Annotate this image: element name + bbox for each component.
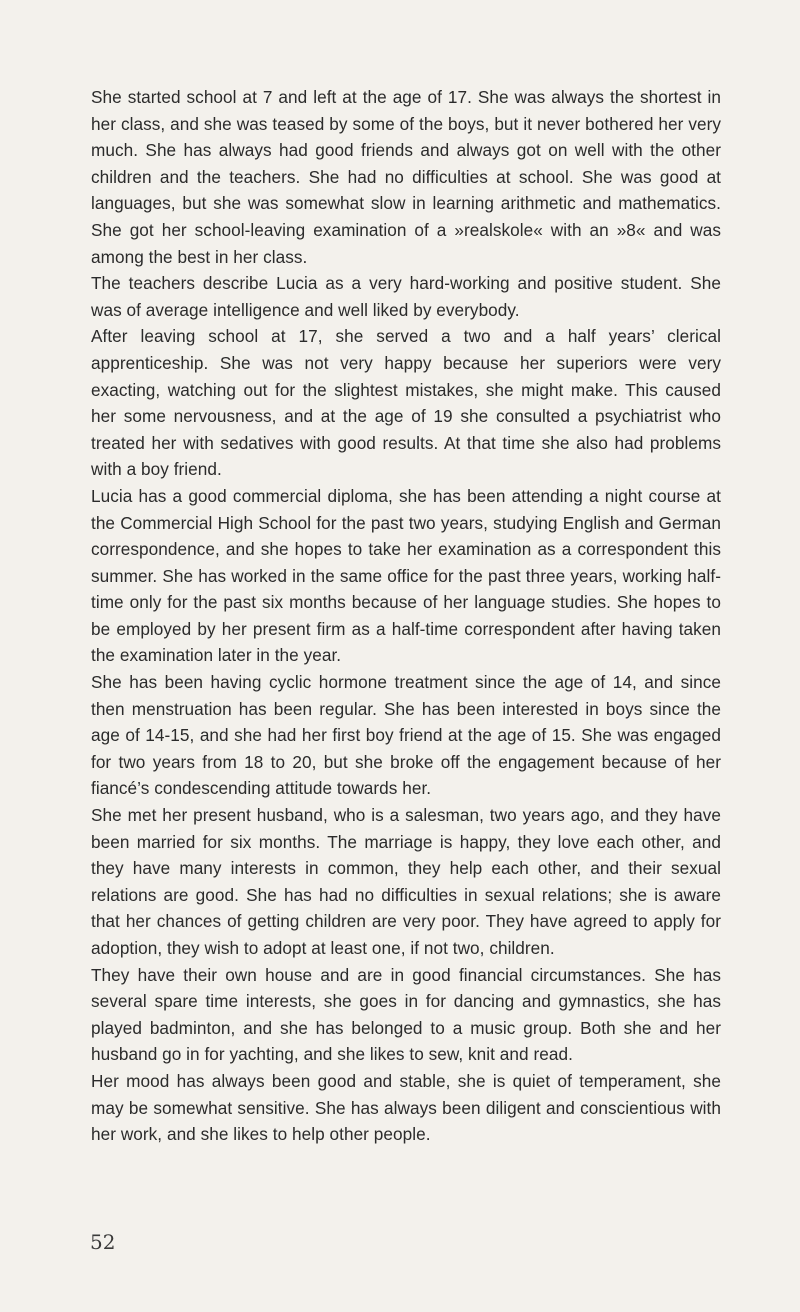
paragraph-teachers: The teachers describe Lucia as a very hard-working and positive student. She was of average intelligence and well liked by everybody. <box>91 273 721 320</box>
paragraph-mood: Her mood has always been good and stable, she is quiet of temperament, she may be somewhat sensitive. She has always been diligent and conscientious with her work, and she likes to help other people. <box>91 1070 721 1145</box>
body-text <box>91 84 721 1148</box>
paragraph-interests: They have their own house and are in good financial circumstances. She has several spare time interests, she goes in for dancing and gymnastics, she has played badminton, and she has belonged to a music group. Both she and her husband go in for yachting, and she likes to sew, knit and read. <box>91 964 721 1065</box>
paragraph-diploma: Lucia has a good commercial diploma, she has been attending a night course at the Commercial High School for the past two years, studying English and German correspondence, and she hopes to take her examination as a correspondent this summer. She has worked in the same office for the past three years, working half-time only for the past six months because of her language studies. She hopes to be employed by her present firm as a half-time correspondent after having taken the examination later in the year. <box>91 485 721 666</box>
paragraph-apprenticeship: After leaving school at 17, she served a two and a half years’ clerical apprenticeship. She was not very happy because her superiors were very exacting, watching out for the slightest mistakes, she might make. This caused her some nervousness, and at the age of 19 she consulted a psychiatrist who treated her with sedatives with good results. At that time she also had problems with a boy friend. <box>91 326 721 480</box>
paragraph-hormone-treatment: She has been having cyclic hormone treatment since the age of 14, and since then menstruation has been regular. She has been interested in boys since the age of 14-15, and she had her first boy friend at the age of 15. She was engaged for two years from 18 to 20, but she broke off the engagement because of her fiancé’s condescending attitude towards her. <box>91 672 721 799</box>
page-number: 52 <box>90 1230 116 1254</box>
paragraph-marriage: She met her present husband, who is a salesman, two years ago, and they have been married for six months. The marriage is happy, they love each other, and they have many interests in common, they help each other, and their sexual relations are good. She has had no difficulties in sexual relations; she is aware that her chances of getting children are very poor. They have agreed to apply for adoption, they wish to adopt at least one, if not two, children. <box>91 805 721 958</box>
paragraph-school: She started school at 7 and left at the age of 17. She was always the shortest in her class, and she was teased by some of the boys, but it never bothered her very much. She has always had good friends and always got on well with the other children and the teachers. She had no difficulties at school. She was good at languages, but she was somewhat slow in learning arithmetic and mathematics. She got her school-leaving examination of a »realskole« with an »8« and was among the best in her class. <box>91 87 721 267</box>
